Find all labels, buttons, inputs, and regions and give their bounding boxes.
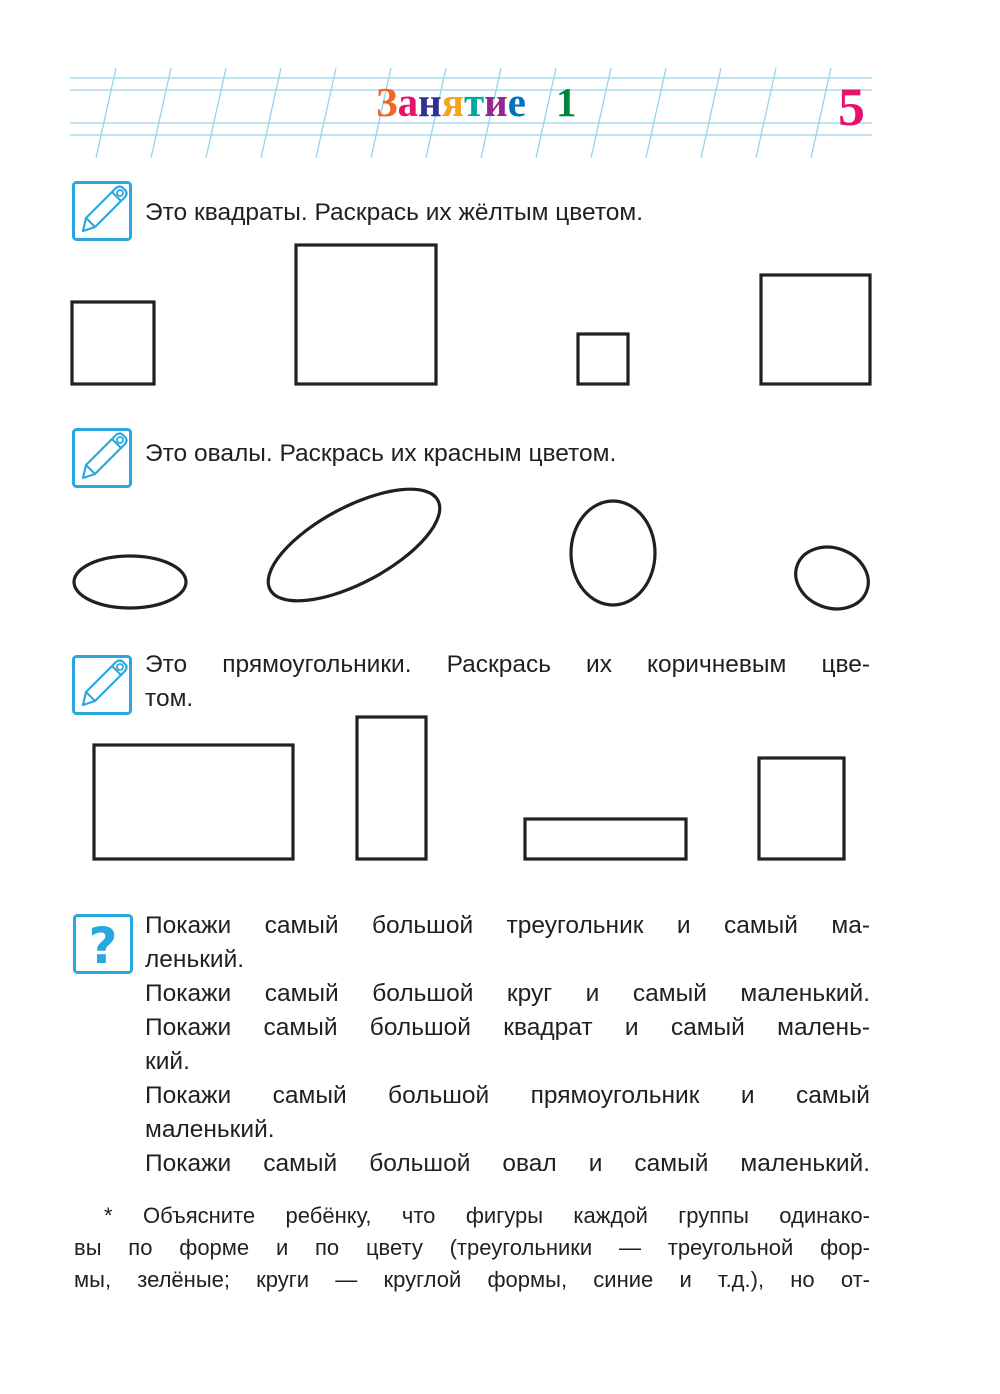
rectangles-instruction-line2: том.: [145, 685, 194, 712]
footnote-line: * Объясните ребёнку, что фигуры каждой группы одинако-: [104, 1203, 870, 1228]
rectangle-wide: [94, 745, 293, 859]
square-medium: [72, 302, 154, 384]
title-letter: и: [484, 79, 508, 125]
oval-tilted-large: [252, 467, 455, 623]
square-large: [296, 245, 436, 384]
question-line: Покажи самый большой круг и самый маленький.: [145, 980, 870, 1007]
oval-upright: [571, 501, 655, 605]
lesson-number: 1: [555, 79, 577, 125]
question-line: Покажи самый большой треугольник и самый ма-: [145, 912, 870, 939]
rectangles-instruction-line1: Это прямоугольники. Раскрась их коричневым цве-: [145, 651, 870, 678]
question-line: маленький.: [145, 1116, 275, 1143]
title-letter: т: [463, 79, 485, 125]
footnote-line: мы, зелёные; круги — круглой формы, синие и т.д.), но от-: [74, 1267, 870, 1292]
squares-instruction: Это квадраты. Раскрась их жёлтым цветом.: [145, 199, 644, 226]
question-icon: [73, 914, 133, 974]
rectangle-tall: [357, 717, 426, 859]
question-line: Покажи самый большой квадрат и самый малень-: [145, 1014, 870, 1041]
square-small: [578, 334, 628, 384]
footnote-line: вы по форме и по цвету (треугольники — треугольной фор-: [74, 1235, 870, 1260]
title-letter: я: [441, 79, 464, 125]
title-letter: н: [418, 79, 442, 125]
square-medium-large: [761, 275, 870, 384]
rectangle-flat: [525, 819, 686, 859]
oval-flat: [74, 556, 186, 608]
question-glyph: ?: [88, 917, 118, 974]
title-letter: а: [397, 79, 419, 125]
title-letter: е: [507, 79, 526, 125]
title-letter: З: [376, 79, 398, 125]
question-line: Покажи самый большой овал и самый маленький.: [145, 1150, 870, 1177]
page-number: 5: [838, 77, 865, 137]
rectangle-medium: [759, 758, 844, 859]
question-line: Покажи самый большой прямоугольник и самый: [145, 1082, 870, 1109]
question-line: ленький.: [145, 946, 245, 973]
oval-small: [787, 537, 877, 619]
ovals-instruction: Это овалы. Раскрась их красным цветом.: [145, 440, 617, 467]
question-line: кий.: [145, 1048, 190, 1075]
